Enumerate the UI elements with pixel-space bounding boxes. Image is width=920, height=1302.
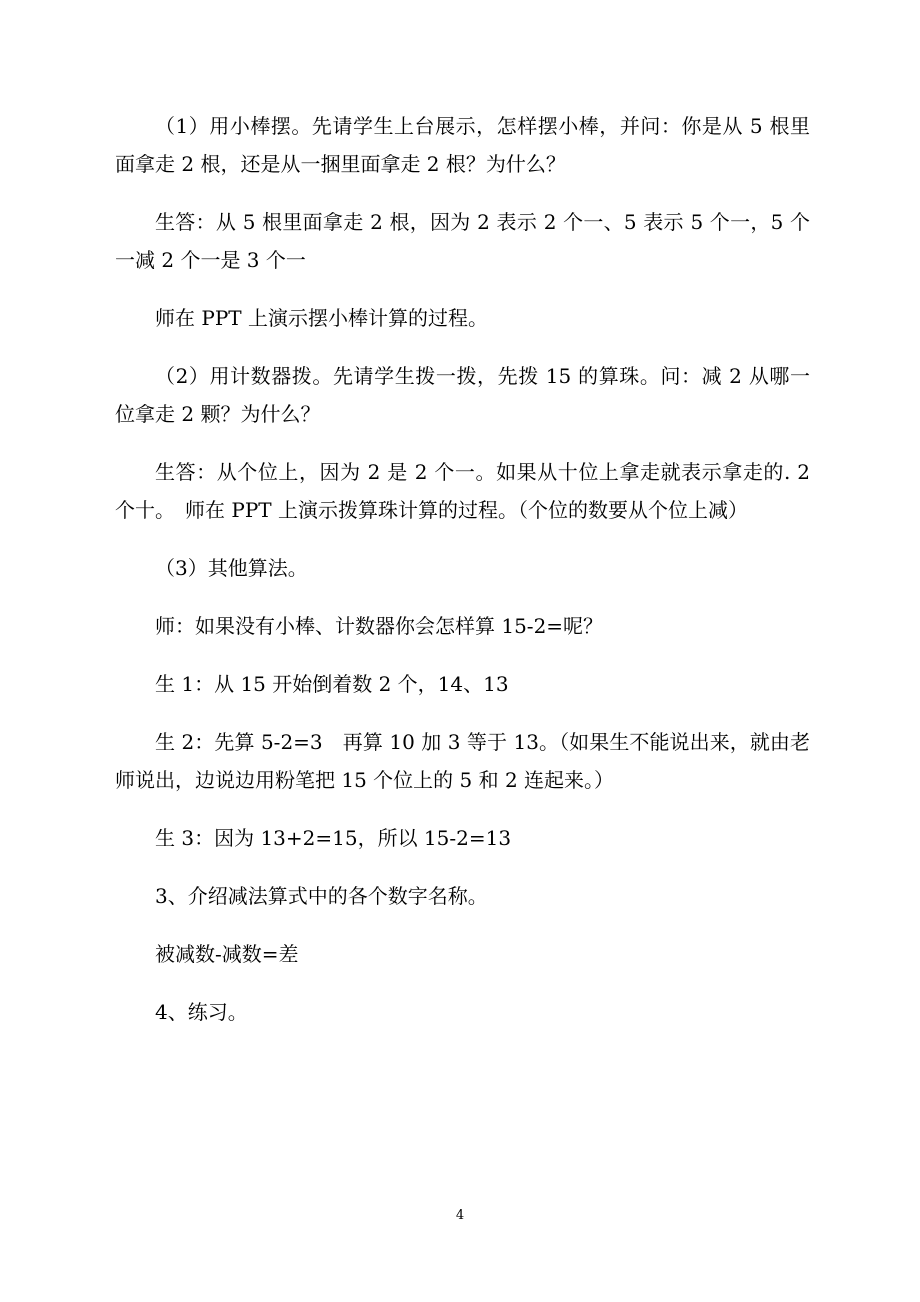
paragraph-teacher-ppt-sticks: 师在 PPT 上演示摆小棒计算的过程。 — [155, 306, 488, 330]
paragraph-student-1: 生 1：从 15 开始倒着数 2 个，14、13 — [155, 672, 509, 696]
page-number: 4 — [455, 1208, 465, 1223]
paragraph-student-answer-sticks: 生答：从 5 根里面拿走 2 根，因为 2 表示 2 个一、5 表示 5 个一，5 个一减 2 个一是 3 个一 — [115, 210, 810, 272]
paragraph-student-3: 生 3：因为 13+2=15，所以 15-2=13 — [155, 826, 512, 850]
document-body — [115, 107, 810, 1051]
paragraph-teacher-question: 师：如果没有小棒、计数器你会怎样算 15-2=呢？ — [155, 614, 604, 638]
paragraph-section-3: 3、介绍减法算式中的各个数字名称。 — [155, 884, 488, 908]
paragraph-section-4: 4、练习。 — [155, 1000, 248, 1024]
paragraph-student-2: 生 2：先算 5-2=3 再算 10 加 3 等于 13。（如果生不能说出来，就由老师说出，边说边用粉笔把 15 个位上的 5 和 2 连起来。） — [115, 730, 810, 792]
paragraph-subtraction-terms: 被减数-减数=差 — [155, 942, 299, 966]
paragraph-stick-method: （1）用小棒摆。先请学生上台展示，怎样摆小棒，并问：你是从 5 根里面拿走 2 根，还是从一捆里面拿走 2 根？为什么？ — [115, 114, 810, 176]
paragraph-student-answer-counter: 生答：从个位上，因为 2 是 2 个一。如果从十位上拿走就表示拿走的. 2 个十。 师在 PPT 上演示拨算珠计算的过程。（个位的数要从个位上减） — [115, 460, 810, 522]
paragraph-other-methods: （3）其他算法。 — [155, 556, 308, 580]
paragraph-counter-method: （2）用计数器拨。先请学生拨一拨，先拨 15 的算珠。问：减 2 从哪一位拿走 2 颗？为什么？ — [115, 364, 810, 426]
